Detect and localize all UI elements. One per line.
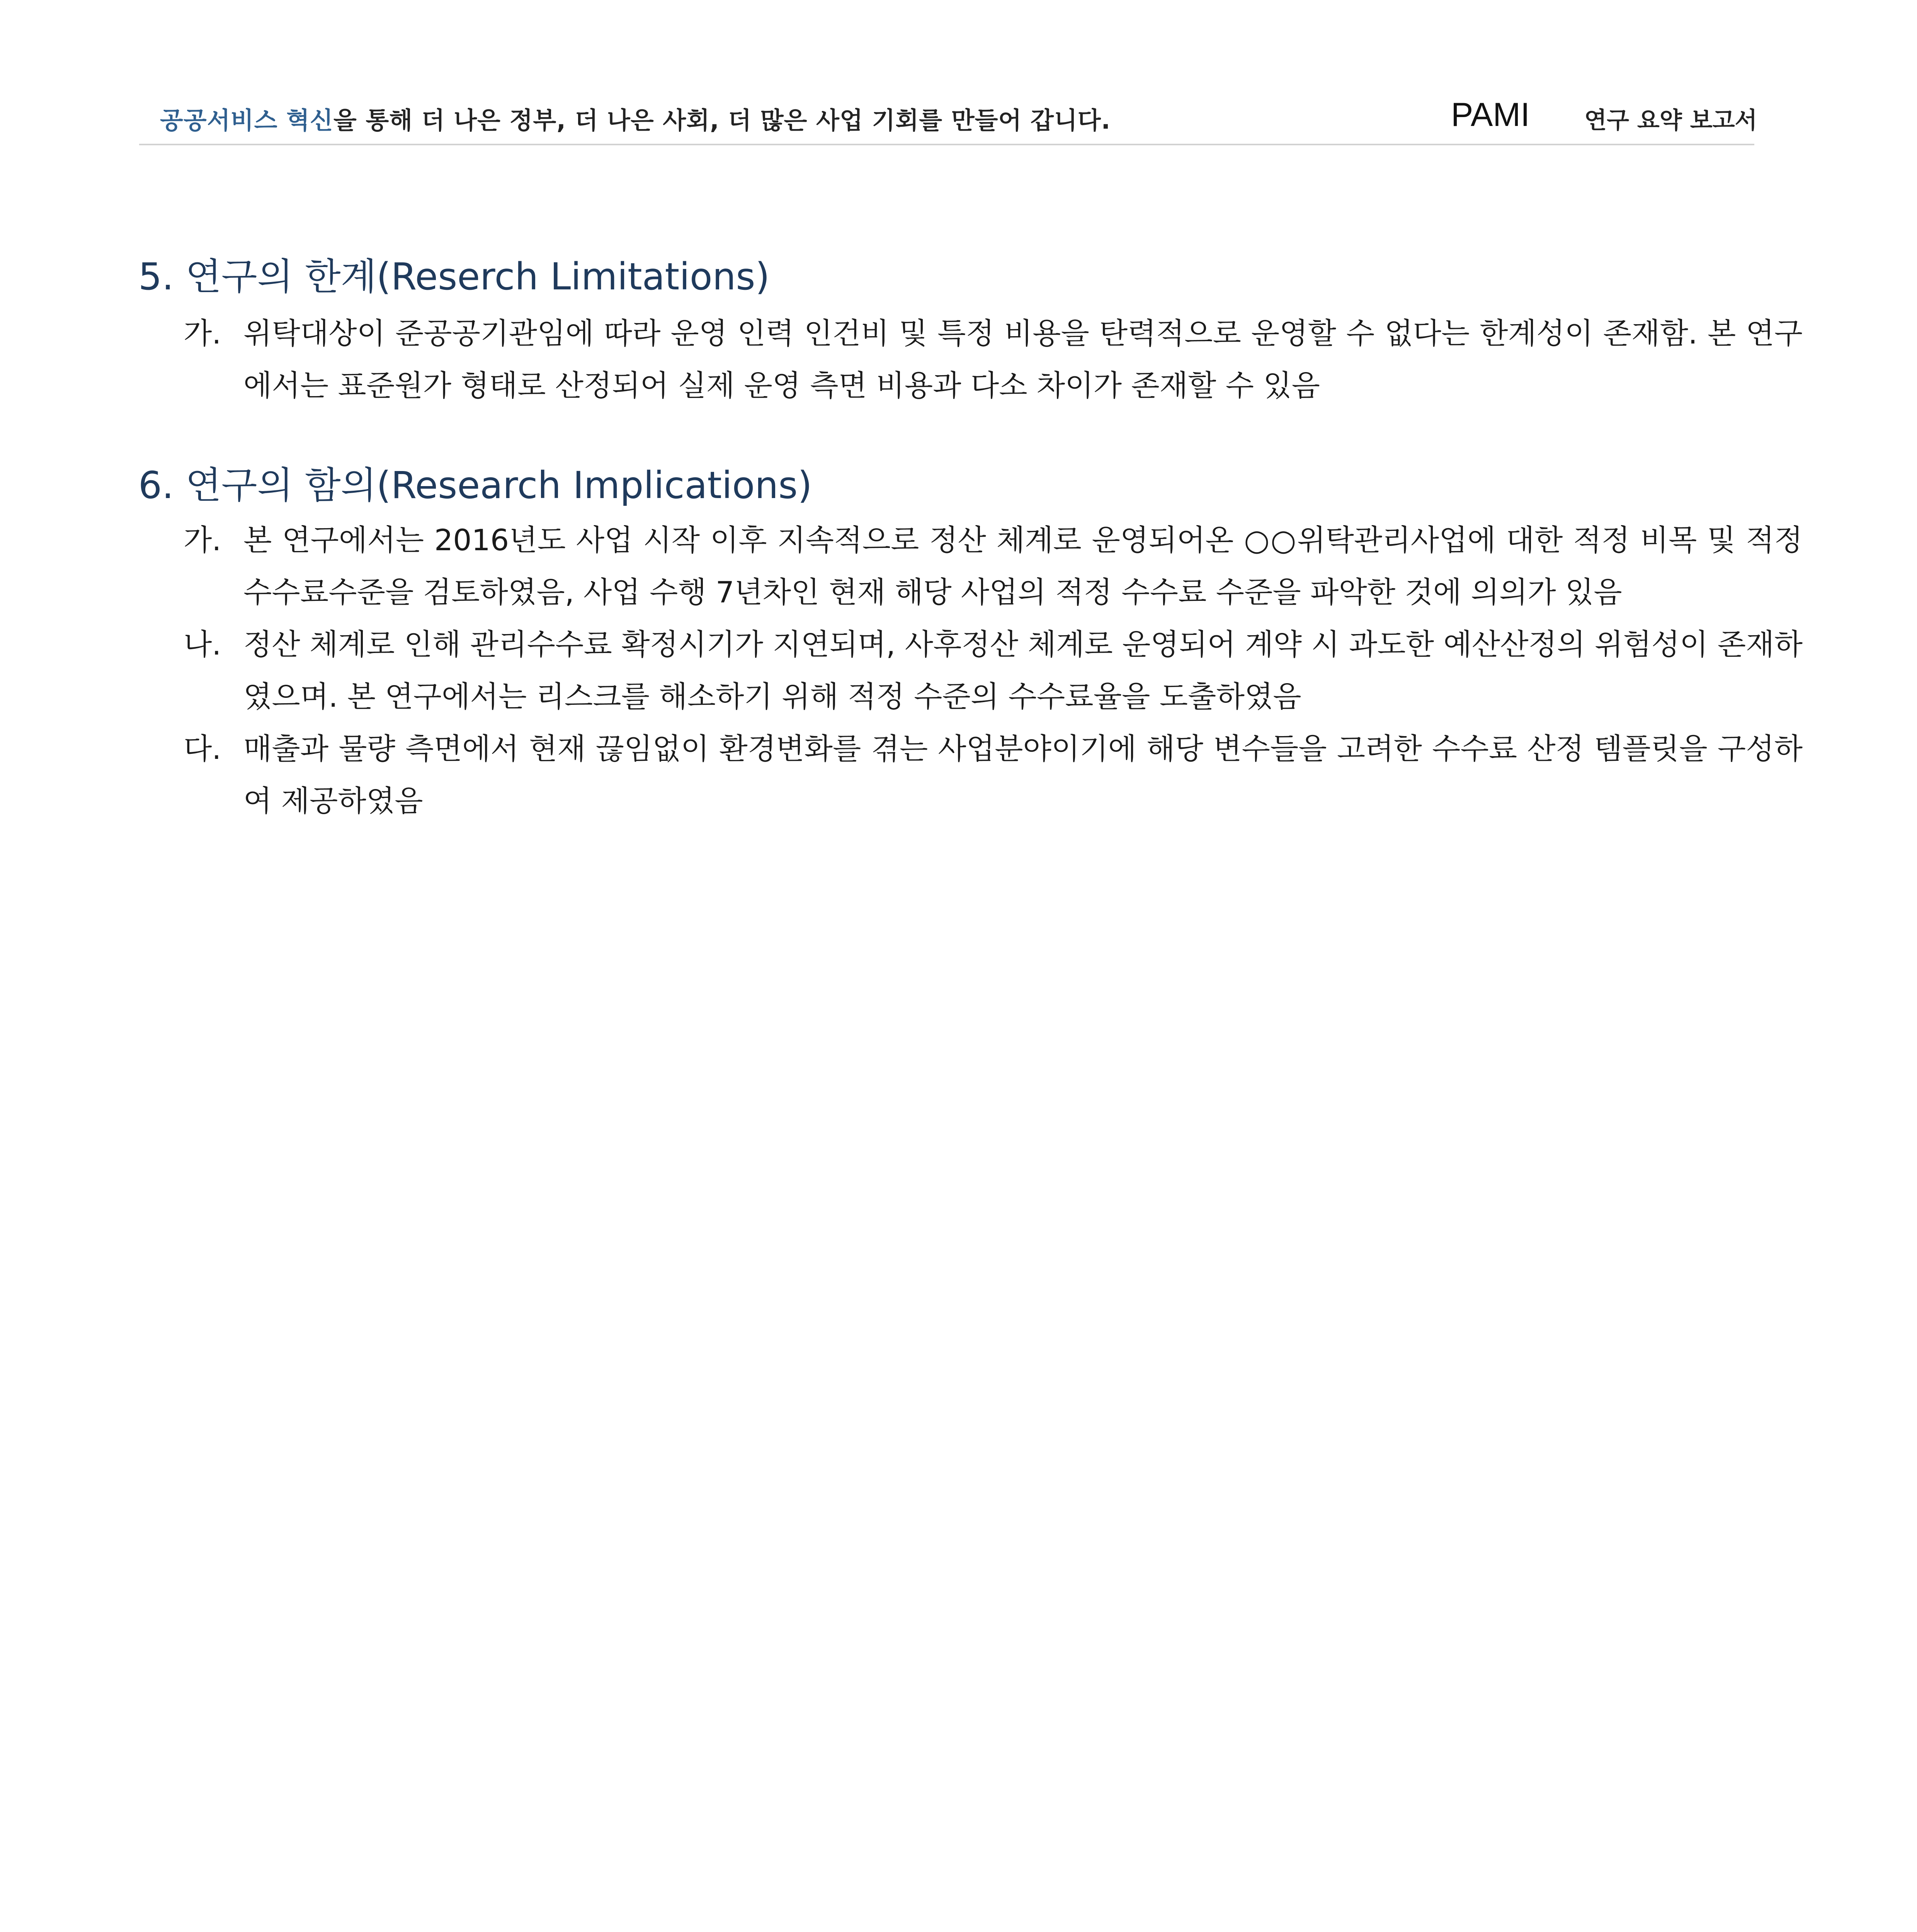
section-title-implications: 6. 연구의 함의(Research Implications) — [138, 464, 812, 507]
list-item — [184, 307, 1803, 412]
tagline-accent: 공공서비스 혁신 — [160, 106, 333, 134]
item-text: 본 연구에서는 2016년도 사업 시작 이후 지속적으로 정산 체계로 운영되어온 ○○위탁관리사업에 대한 적정 비목 및 적정 수수료수준을 검토하였음, 사업 수행 7년차인 현재 해당 사업의 적정 수수료 수준을 파악한 것에 의의가 있음 — [243, 523, 1803, 609]
document-type: 연구 요약 보고서 — [1584, 107, 1757, 134]
brand-logo-text: PAMI — [1451, 96, 1530, 133]
section-title-limitations: 5. 연구의 한계(Reserch Limitations) — [138, 255, 770, 298]
item-text: 정산 체계로 인해 관리수수료 확정시기가 지연되며, 사후정산 체계로 운영되어 계약 시 과도한 예산산정의 위험성이 존재하였으며. 본 연구에서는 리스크를 해소하기 위해 적정 수준의 수수료율을 도출하였음 — [243, 627, 1803, 714]
item-marker: 다. — [184, 731, 221, 766]
list-item — [184, 618, 1803, 723]
item-marker: 가. — [184, 523, 221, 557]
header-divider — [139, 144, 1754, 145]
item-marker: 나. — [184, 627, 221, 662]
list-item — [184, 723, 1803, 827]
tagline-rest: 을 통해 더 나은 정부, 더 나은 사회, 더 많은 사업 기회를 만들어 갑니다. — [333, 106, 1111, 134]
item-text: 위탁대상이 준공공기관임에 따라 운영 인력 인건비 및 특정 비용을 탄력적으로 운영할 수 없다는 한계성이 존재함. 본 연구에서는 표준원가 형태로 산정되어 실제 운영 측면 비용과 다소 차이가 존재할 수 있음 — [243, 316, 1803, 403]
item-marker: 가. — [184, 316, 221, 350]
item-text: 매출과 물량 측면에서 현재 끊임없이 환경변화를 겪는 사업분야이기에 해당 변수들을 고려한 수수료 산정 템플릿을 구성하여 제공하였음 — [243, 731, 1803, 818]
list-item — [184, 514, 1803, 618]
header-tagline — [160, 101, 1111, 136]
